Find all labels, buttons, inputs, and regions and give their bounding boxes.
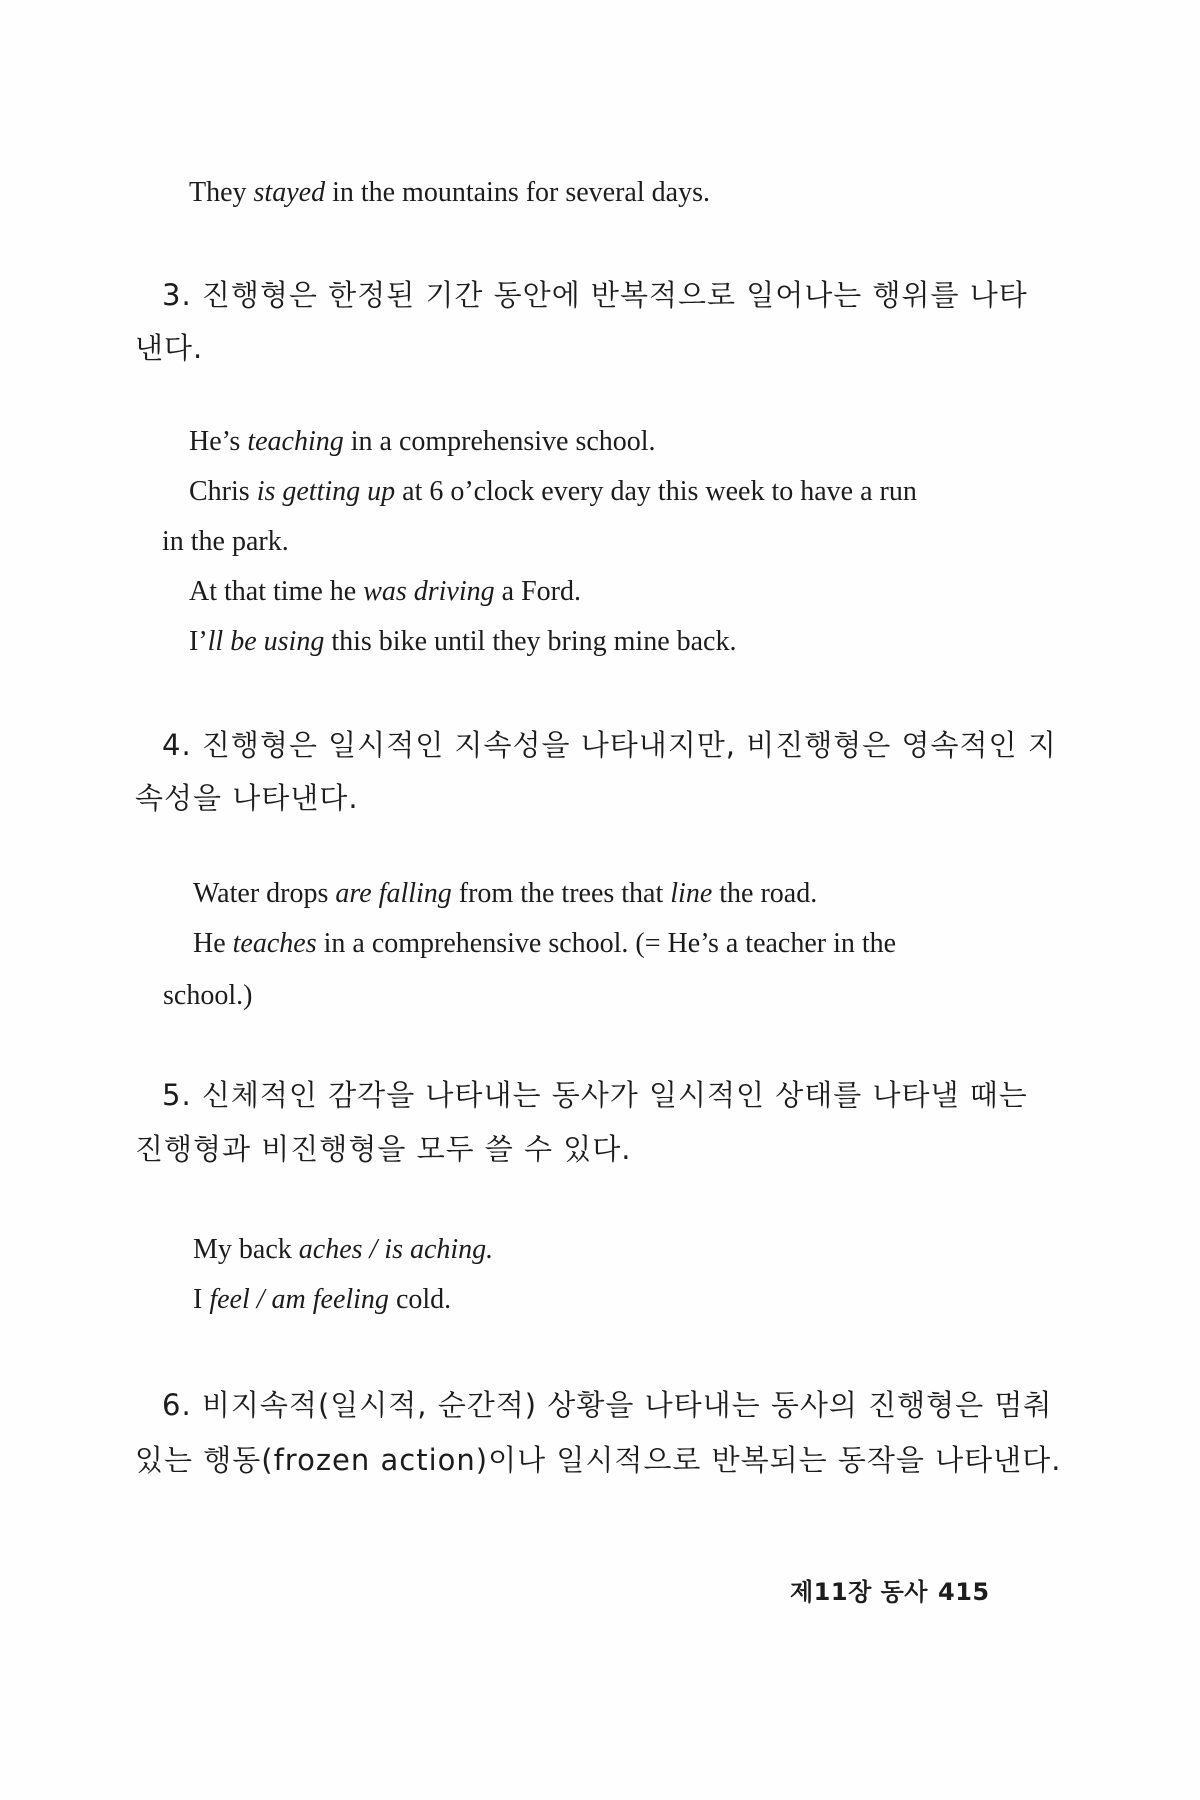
section4-example-2-cont: school.) — [163, 980, 253, 1011]
section5-example-1: My back aches / is aching. — [193, 1234, 494, 1265]
example-text: They — [189, 177, 254, 208]
section5-heading-cont: 진행형과 비진행형을 모두 쓸 수 있다. — [135, 1132, 632, 1166]
example-italic: stayed — [253, 177, 326, 208]
section6-heading: 6. 비지속적(일시적, 순간적) 상황을 나타내는 동사의 진행형은 멈춰 — [162, 1388, 1053, 1422]
section3-example-3: At that time he was driving a Ford. — [189, 576, 581, 607]
section3-example-4: I’ll be using this bike until they bring mine back. — [189, 626, 737, 657]
section4-example-2: He teaches in a comprehensive school. (= He’s a teacher in the — [193, 928, 897, 959]
section4-heading: 4. 진행형은 일시적인 지속성을 나타내지만, 비진행형은 영속적인 지 — [162, 728, 1057, 762]
section3-heading-cont: 낸다. — [135, 331, 204, 365]
chapter-label: 제11장 동사 — [790, 1578, 928, 1606]
section6-heading-cont: 있는 행동(frozen action)이나 일시적으로 반복되는 동작을 나타낸다. — [135, 1443, 1062, 1477]
page-footer — [790, 1572, 1000, 1607]
section4-example-1: Water drops are falling from the trees that line the road. — [193, 878, 818, 909]
intro-example — [189, 176, 710, 210]
section3-example-1: He’s teaching in a comprehensive school. — [189, 426, 656, 457]
page-number: 415 — [938, 1578, 990, 1606]
example-text: in the mountains for several days. — [325, 177, 710, 208]
section3-example-2-cont: in the park. — [162, 526, 289, 557]
section4-heading-cont: 속성을 나타낸다. — [135, 781, 359, 815]
section3-heading: 3. 진행형은 한정된 기간 동안에 반복적으로 일어나는 행위를 나타 — [162, 278, 1028, 312]
section5-heading: 5. 신체적인 감각을 나타내는 동사가 일시적인 상태를 나타낼 때는 — [162, 1078, 1028, 1112]
section5-example-2: I feel / am feeling cold. — [193, 1284, 452, 1315]
section3-example-2: Chris is getting up at 6 o’clock every day this week to have a run — [189, 476, 917, 507]
